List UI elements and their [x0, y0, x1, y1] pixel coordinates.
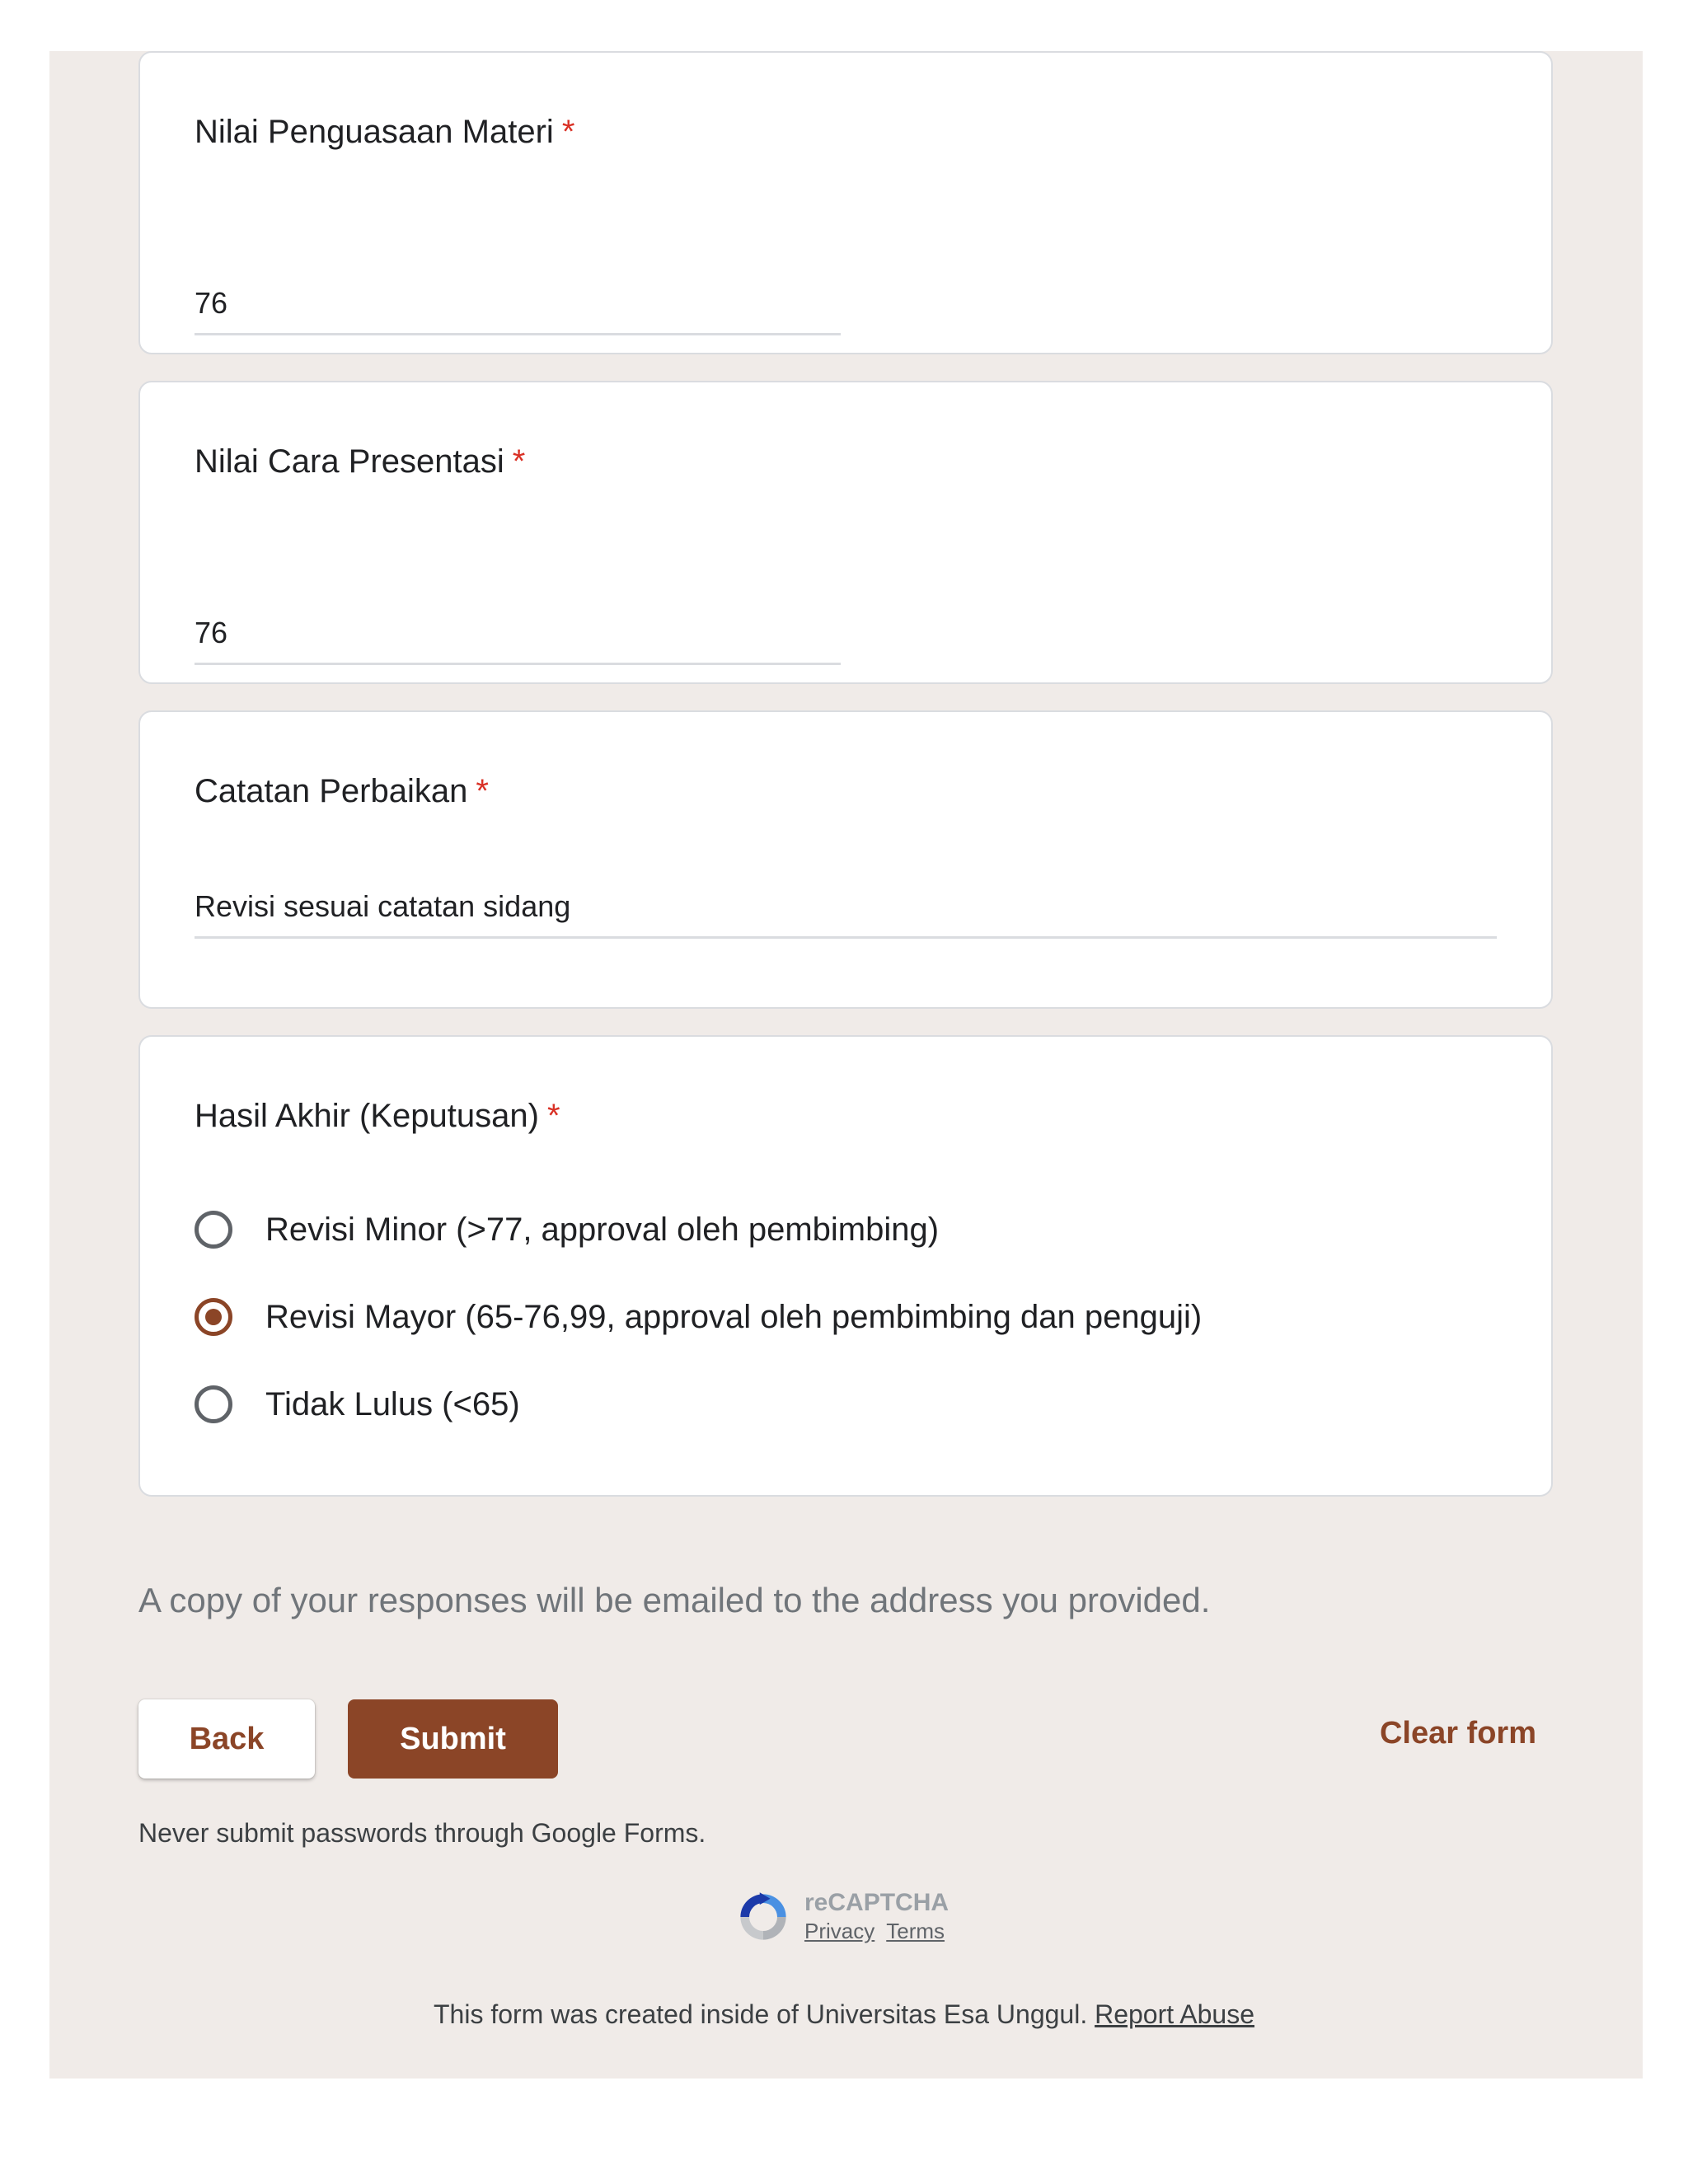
question-title: [195, 112, 574, 152]
required-asterisk: *: [512, 443, 526, 480]
report-abuse-link[interactable]: Report Abuse: [1095, 1999, 1254, 2029]
back-button[interactable]: Back: [138, 1699, 315, 1779]
radio-option-label: Revisi Minor (>77, approval oleh pembimbing): [265, 1211, 940, 1248]
clear-form-button[interactable]: Clear form: [1379, 1716, 1536, 1750]
question-title: [195, 1096, 560, 1136]
answer-input-catatan-perbaikan[interactable]: Revisi sesuai catatan sidang: [195, 889, 571, 923]
radio-option-label: Tidak Lulus (<65): [265, 1385, 520, 1422]
submit-button[interactable]: Submit: [348, 1699, 558, 1779]
radio-option-label: Revisi Mayor (65-76,99, approval oleh pembimbing dan penguji): [265, 1298, 1203, 1335]
input-underline: [195, 663, 841, 665]
question-title-text: Catatan Perbaikan: [195, 773, 468, 809]
question-card-hasil-akhir: [138, 1035, 1553, 1497]
question-card-cara-presentasi: [138, 381, 1553, 684]
required-asterisk: *: [561, 114, 575, 150]
required-asterisk: *: [546, 1098, 560, 1134]
radio-option-revisi-mayor[interactable]: [195, 1292, 1202, 1342]
input-underline: [195, 936, 1497, 939]
input-underline: [195, 333, 841, 335]
radio-button[interactable]: [195, 1211, 232, 1249]
required-asterisk: *: [476, 773, 489, 809]
password-warning: Never submit passwords through Google Forms.: [138, 1818, 706, 1848]
recaptcha-terms-link[interactable]: Terms: [886, 1919, 945, 1943]
answer-input-cara-presentasi[interactable]: 76: [195, 616, 228, 649]
recaptcha-privacy-link[interactable]: Privacy: [804, 1919, 875, 1943]
radio-option-revisi-minor[interactable]: [195, 1205, 939, 1254]
radio-button-selected[interactable]: [195, 1298, 232, 1336]
recaptcha-icon: [735, 1889, 791, 1945]
radio-option-tidak-lulus[interactable]: [195, 1380, 520, 1429]
question-title: [195, 771, 489, 811]
question-title-text: Nilai Cara Presentasi: [195, 443, 504, 480]
question-title-text: Hasil Akhir (Keputusan): [195, 1098, 539, 1134]
question-card-catatan-perbaikan: [138, 710, 1553, 1009]
footer-text: This form was created inside of Universitas Esa Unggul.: [433, 1999, 1088, 2029]
answer-input-penguasaan-materi[interactable]: 76: [195, 286, 228, 320]
question-card-penguasaan-materi: [138, 51, 1553, 354]
copy-notice: A copy of your responses will be emailed to the address you provided.: [138, 1581, 1211, 1619]
radio-button[interactable]: [195, 1385, 232, 1423]
question-title: [195, 442, 525, 481]
recaptcha-badge: [735, 1884, 956, 1950]
recaptcha-title: reCAPTCHA: [804, 1889, 950, 1916]
footer: [0, 1999, 1688, 2030]
question-title-text: Nilai Penguasaan Materi: [195, 114, 554, 150]
